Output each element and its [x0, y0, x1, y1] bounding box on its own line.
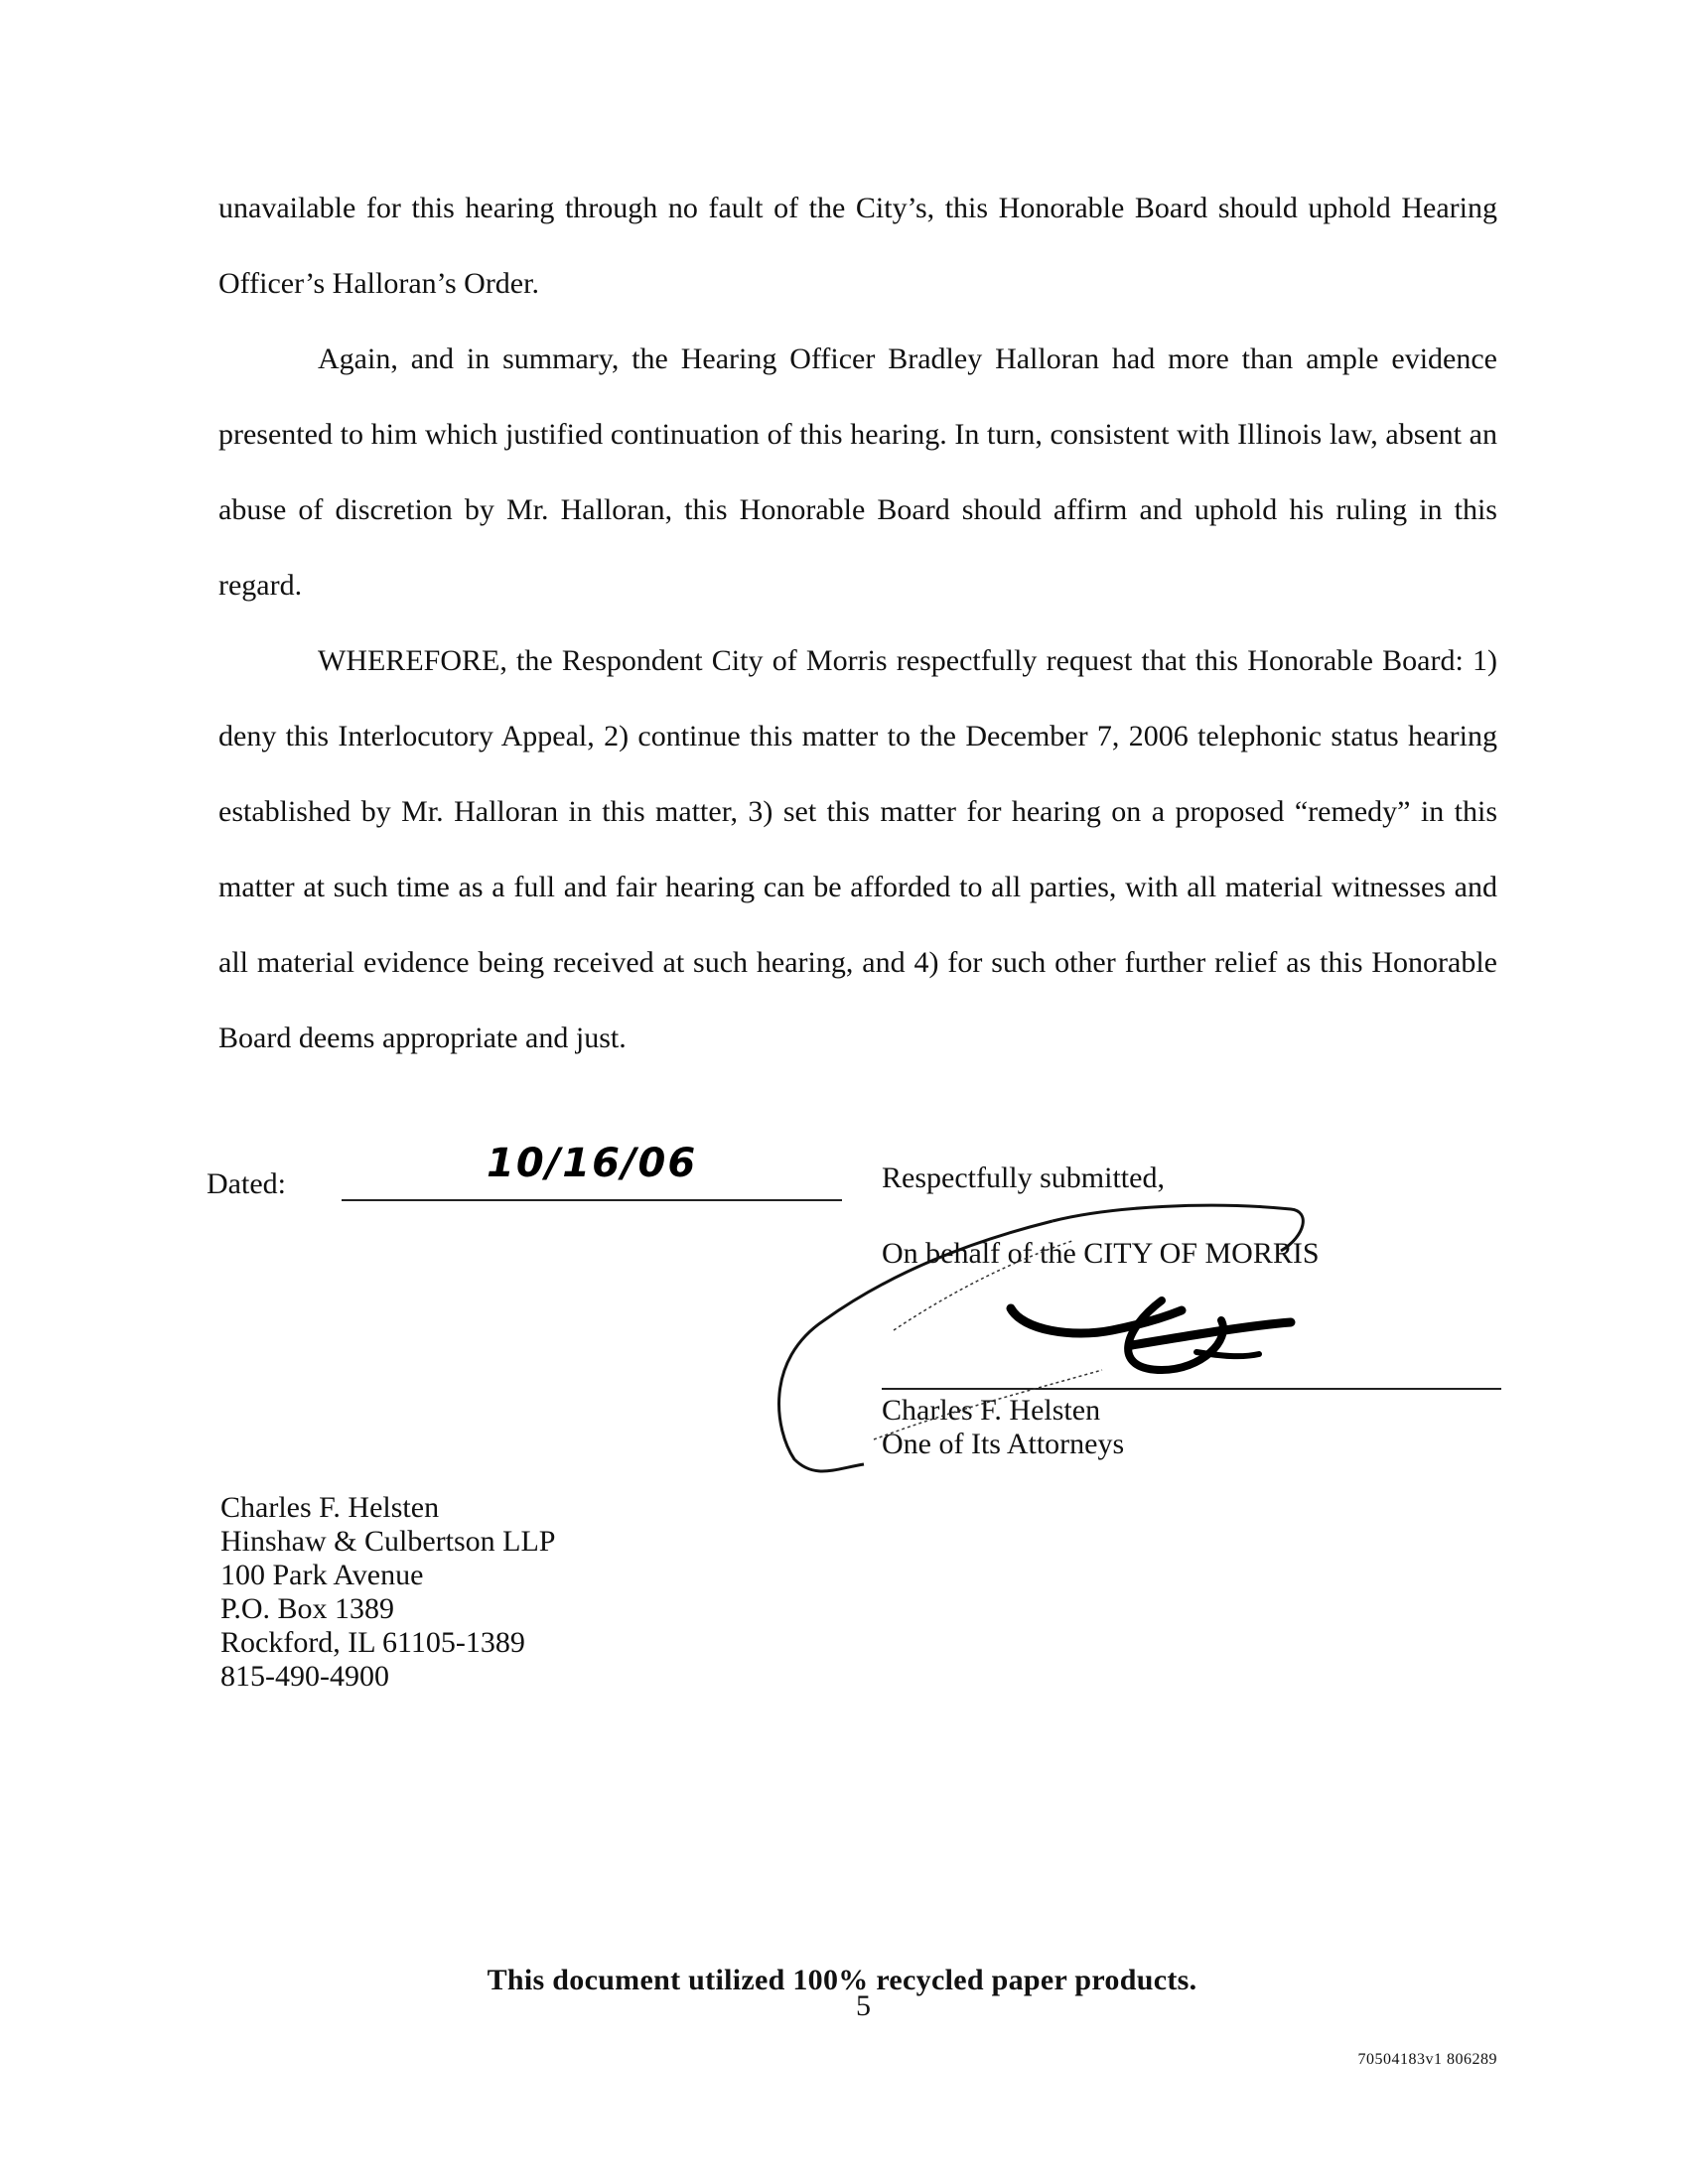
address-city: Rockford, IL 61105-1389 [220, 1626, 525, 1659]
paragraph-continuation: unavailable for this hearing through no fault of the City’s, this Honorable Board should uphold Hearing Officer’s Halloran’s Order. [218, 192, 1497, 300]
address-po-box: P.O. Box 1389 [220, 1592, 395, 1625]
signer-role: One of Its Attorneys [882, 1428, 1125, 1460]
respectfully-submitted: Respectfully submitted, [882, 1161, 1165, 1194]
address-name: Charles F. Helsten [220, 1491, 440, 1524]
on-behalf-of: On behalf of the CITY OF MORRIS [882, 1237, 1320, 1270]
handwritten-date: 10/16/06 [487, 1141, 698, 1186]
address-firm: Hinshaw & Culbertson LLP [220, 1525, 556, 1558]
signer-name: Charles F. Helsten [882, 1394, 1101, 1427]
dated-label: Dated: [207, 1167, 286, 1200]
address-street: 100 Park Avenue [220, 1559, 424, 1591]
address-phone: 815-490-4900 [220, 1660, 389, 1693]
recycled-paper-note: This document utilized 100% recycled paper products. [487, 1964, 1197, 1996]
paragraph-summary: Again, and in summary, the Hearing Officer Bradley Halloran had more than ample evidence presented to him which justified continuation of this hearing. In turn, consistent with Illinois law, absent an abuse of discretion by Mr. Halloran, this Honorable Board should affirm and uphold his ruling in this regard. [218, 342, 1497, 602]
document-id: 70504183v1 806289 [1357, 2051, 1497, 2068]
attorney-address-block [220, 1491, 556, 1694]
paragraph-wherefore: WHEREFORE, the Respondent City of Morris respectfully request that this Honorable Board: 1) deny this Interlocutory Appeal, 2) continue this matter to the December 7, 2006 telephonic status hearing established by Mr. Halloran in this matter, 3) set this matter for hearing on a proposed “remedy” in this matter at such time as a full and fair hearing can be afforded to all parties, with all material witnesses and all material evidence being received at such hearing, and 4) for such other further relief as this Honorable Board deems appropriate and just. [218, 644, 1497, 1054]
page-number: 5 [856, 1989, 871, 2022]
